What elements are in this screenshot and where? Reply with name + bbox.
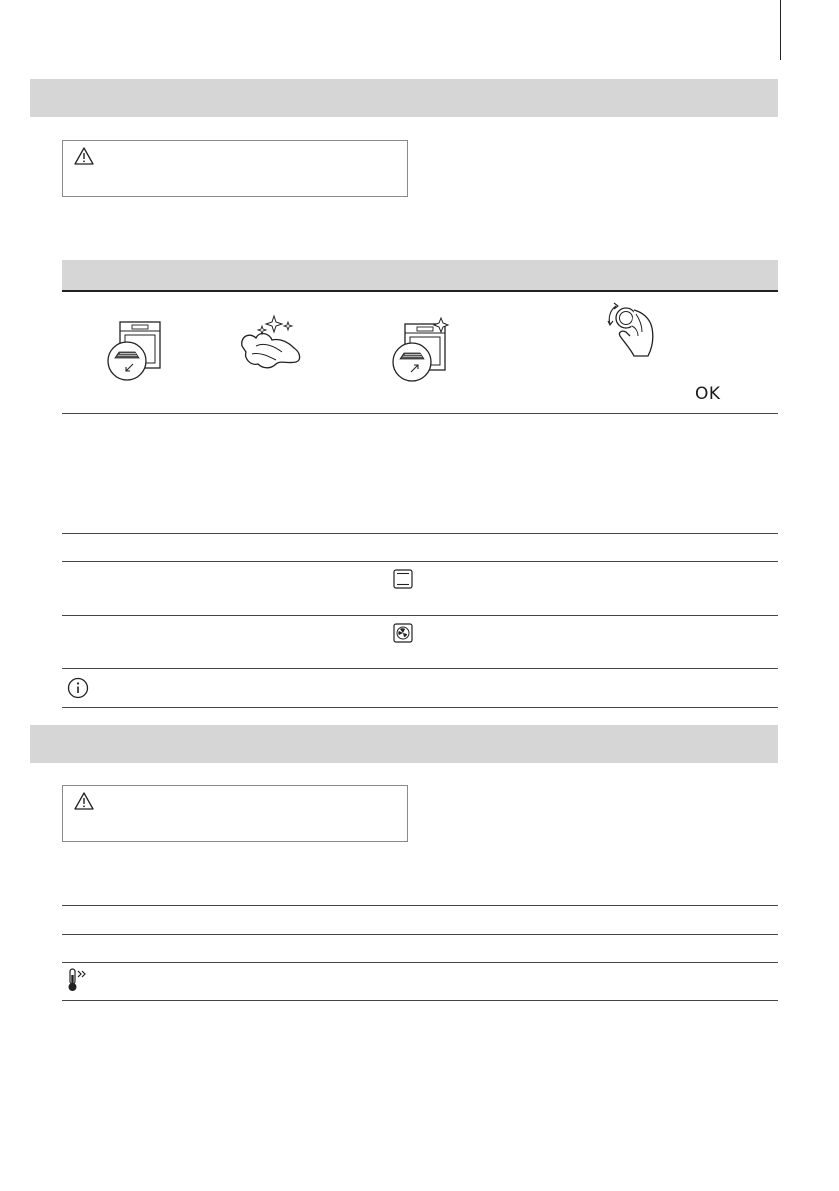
table-row-rule [62, 934, 778, 935]
oven-shelf-remove-icon [106, 320, 162, 382]
oven-fan-heat-icon [393, 623, 413, 643]
warning-box [62, 140, 408, 197]
info-circle-icon [67, 677, 89, 699]
warning-triangle-icon [74, 147, 94, 165]
table-row-rule [62, 561, 778, 562]
section-heading-band [30, 725, 778, 763]
ok-button-label: OK [695, 384, 721, 404]
oven-top-bottom-heat-icon [393, 569, 413, 589]
margin-rule [780, 0, 781, 60]
fast-heat-thermometer-icon [66, 967, 92, 993]
table-header [62, 260, 778, 290]
table-row-rule [62, 905, 778, 906]
oven-shelf-insert-sparkle-icon [391, 318, 453, 382]
table-row-rule [62, 615, 778, 616]
warning-triangle-icon [74, 792, 94, 810]
warning-box [62, 785, 408, 842]
table-row-rule [62, 668, 778, 669]
table-header-rule [62, 290, 778, 292]
table-bottom-rule [62, 1000, 778, 1001]
wipe-clean-sparkle-icon [236, 312, 308, 374]
section-heading-band [30, 79, 778, 117]
table-row-rule [62, 413, 778, 414]
hand-turn-knob-icon [604, 300, 660, 360]
table-row-rule [62, 533, 778, 534]
table-bottom-rule [62, 707, 778, 708]
table-row-rule [62, 962, 778, 963]
